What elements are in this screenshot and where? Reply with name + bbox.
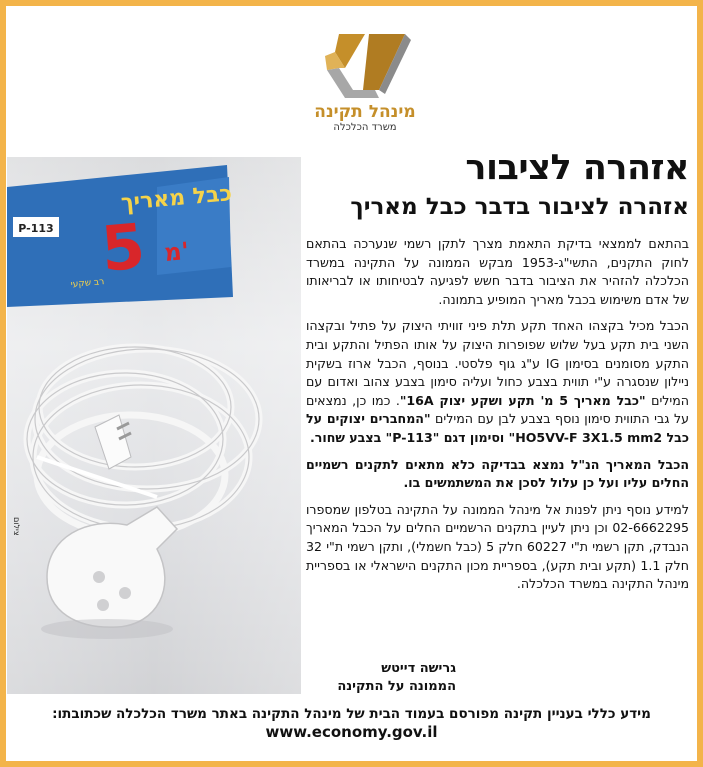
description-marking-quote: "המחברים יצוקים על כבל HO5VV-F 3X1.5 mm2" וסימון דגם "P-113" בצבע שחור. [306,411,689,445]
footer [8,705,695,741]
package-unit: מ' [163,236,191,267]
photo-credit: צילום [12,517,21,536]
triangle-logo-icon [319,28,411,100]
package-subtext: רב שקעי [70,277,105,290]
package-label-text: כבל מאריך [119,181,233,216]
description-part-c: . כמו כן, נמצאים על גבי התווית סימון נוסף בצבע לבן עם המילים [306,392,690,427]
package-code: P-113 [18,222,54,235]
article-title: אזהרה לציבור [465,148,689,188]
article-subtitle: אזהרה לציבור בדבר כבל מאריך [350,194,689,220]
logo-name: מינהל תקינה [314,102,416,122]
extension-cable-image [7,157,301,694]
product-photo [7,157,301,694]
paragraph-intro: בהתאם לממצאי בדיקת התאמת מצרך לתקן רשמי שנערכה בהתאם לחוק התקנים, התשי"ג-1953 מבקש הממונה על התקינה במשרד הכלכלה להזהיר את הציבור בדבר חשש לפגיעה לבטיחותו או לבריאותו של אדם משימוש בכבל מאריך המופיע בתמונה. [306,236,690,307]
signature [306,660,456,696]
paragraph-more-info: למידע נוסף ניתן לפנות אל מינהל הממונה על התקינה בטלפון שמספרו 02-6662295 וכן ניתן לעיין בתקנים הרשמיים החלים על הכבל המאריך הנבדק, תקן רשמי ת"י 60227 חלק 5 (כבל חשמלי), ותקן רשמי ת"י 32 חלק 1.1 (תקע ובית תקע), בספריית מכון התקנים הישראלי או בספריית מינהל התקינה במשרד הכלכלה. [306,501,690,592]
signature-name: גרישה דייטש [381,661,456,676]
description-part-a: הכבל מכיל בקצהו האחד תקע תלת פיני זוויתי היצוק על פתיל ובקצהו השני בית תקע בעל שלוש שפופרות היצוק על אותו הפתיל והתקע ובית התקע מסומנים בסימון IG ע"ג גוף פלסטי. בנוסף, הכבל ארוז בשקית ניילון שנסגרה ע"י תווית בצבע כחול ועליה סימון בצבע צהוב ואדום עם המילים [306,318,690,408]
signature-role: הממונה על התקינה [337,679,456,694]
description-label-quote: "כבל מאריך 5 מ' תקע ושקע יצוק 16A" [399,392,646,408]
logo-ministry: משרד הכלכלה [333,122,397,133]
article-body [306,235,689,602]
package-number: 5 [98,209,148,286]
paragraph-description [306,317,689,447]
footer-url[interactable]: www.economy.gov.il [265,723,438,741]
standards-logo [300,28,430,140]
paragraph-finding: הכבל המאריך הנ"ל נמצא בבדיקה כלא מתאים לתקנים רשמיים החלים עליו ועל כן עלול לסכן את המשתמשים בו. [306,456,689,491]
footer-text: מידע כללי בעניין תקינה מפורסם בעמוד הבית של מינהל התקינה באתר משרד הכלכלה שכתובתו: [52,706,651,722]
